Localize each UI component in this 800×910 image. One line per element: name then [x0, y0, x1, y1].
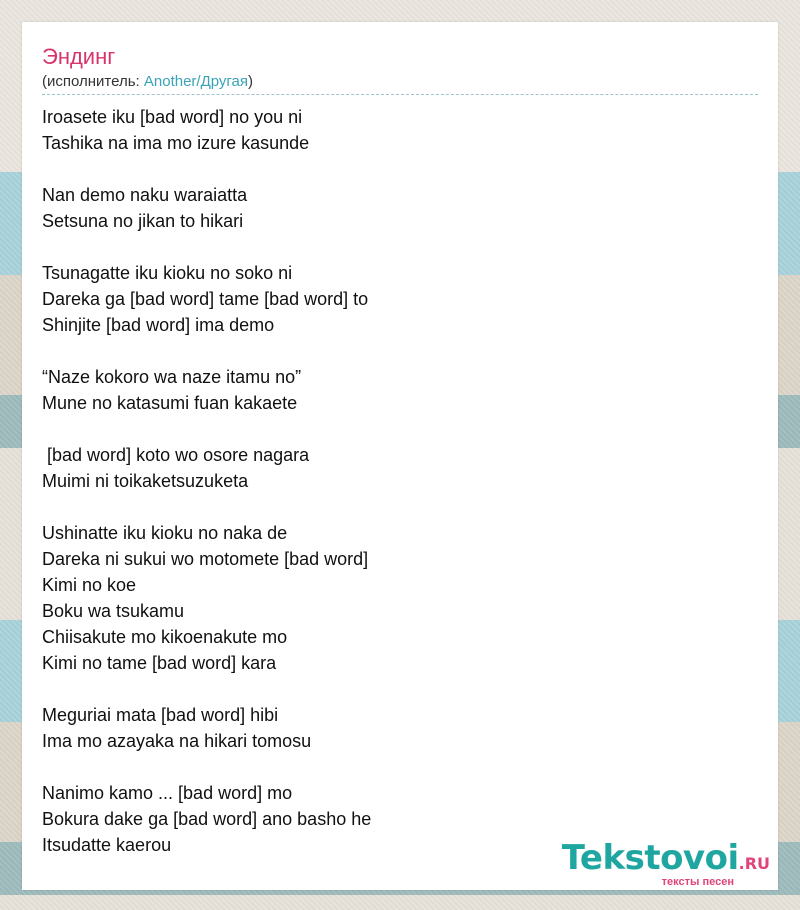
- lyric-line: Dareka ni sukui wo motomete [bad word]: [42, 549, 369, 569]
- logo-tld: .RU: [738, 854, 770, 873]
- lyric-line: Bokura dake ga [bad word] ano basho he: [42, 809, 372, 829]
- artist-prefix: (исполнитель:: [42, 73, 144, 90]
- lyric-line: Ushinatte iku kioku no naka de: [42, 523, 288, 543]
- artist-link[interactable]: Another/Другая: [143, 73, 249, 90]
- lyric-line: Meguriai mata [bad word] hibi: [42, 705, 279, 725]
- stanza-break: [42, 754, 758, 780]
- lyric-line: Dareka ga [bad word] tame [bad word] to: [42, 289, 369, 309]
- lyric-line: Muimi ni toikaketsuzuketa: [42, 471, 249, 491]
- stanza-break: [42, 416, 758, 442]
- logo-tagline: тексты песен: [661, 876, 734, 888]
- stanza-break: [42, 676, 758, 702]
- stanza-break: [42, 234, 758, 260]
- lyric-line: Tashika na ima mo izure kasunde: [42, 133, 310, 153]
- site-logo[interactable]: [562, 840, 770, 888]
- song-header: [42, 42, 758, 95]
- lyric-line: Boku wa tsukamu: [42, 601, 185, 621]
- stanza-break: [42, 338, 758, 364]
- lyric-line: Kimi no koe: [42, 575, 137, 595]
- lyric-line: Shinjite [bad word] ima demo: [42, 315, 275, 335]
- lyric-line: “Naze kokoro wa naze itamu no”: [42, 367, 302, 387]
- song-title: Эндинг: [42, 44, 116, 69]
- lyric-line: Iroasete iku [bad word] no you ni: [42, 107, 303, 127]
- logo-name: Tekstovoi: [561, 838, 739, 878]
- lyric-line: Tsunagatte iku kioku no soko ni: [42, 263, 293, 283]
- lyric-line: Mune no katasumi fuan kakaete: [42, 393, 298, 413]
- artist-suffix: ): [248, 73, 254, 90]
- stanza-break: [42, 156, 758, 182]
- lyrics-text: [42, 104, 758, 858]
- lyric-line: Itsudatte kaerou: [42, 835, 172, 855]
- lyric-line: Setsuna no jikan to hikari: [42, 211, 244, 231]
- stanza-break: [42, 494, 758, 520]
- artist-byline: [42, 72, 758, 92]
- lyric-line: Nan demo naku waraiatta: [42, 185, 248, 205]
- lyric-line: Chiisakute mo kikoenakute mo: [42, 627, 288, 647]
- lyric-line: [bad word] koto wo osore nagara: [42, 445, 310, 465]
- lyric-line: Nanimo kamo ... [bad word] mo: [42, 783, 293, 803]
- lyric-line: Kimi no tame [bad word] kara: [42, 653, 277, 673]
- lyrics-card: [22, 22, 778, 890]
- lyric-line: Ima mo azayaka na hikari tomosu: [42, 731, 312, 751]
